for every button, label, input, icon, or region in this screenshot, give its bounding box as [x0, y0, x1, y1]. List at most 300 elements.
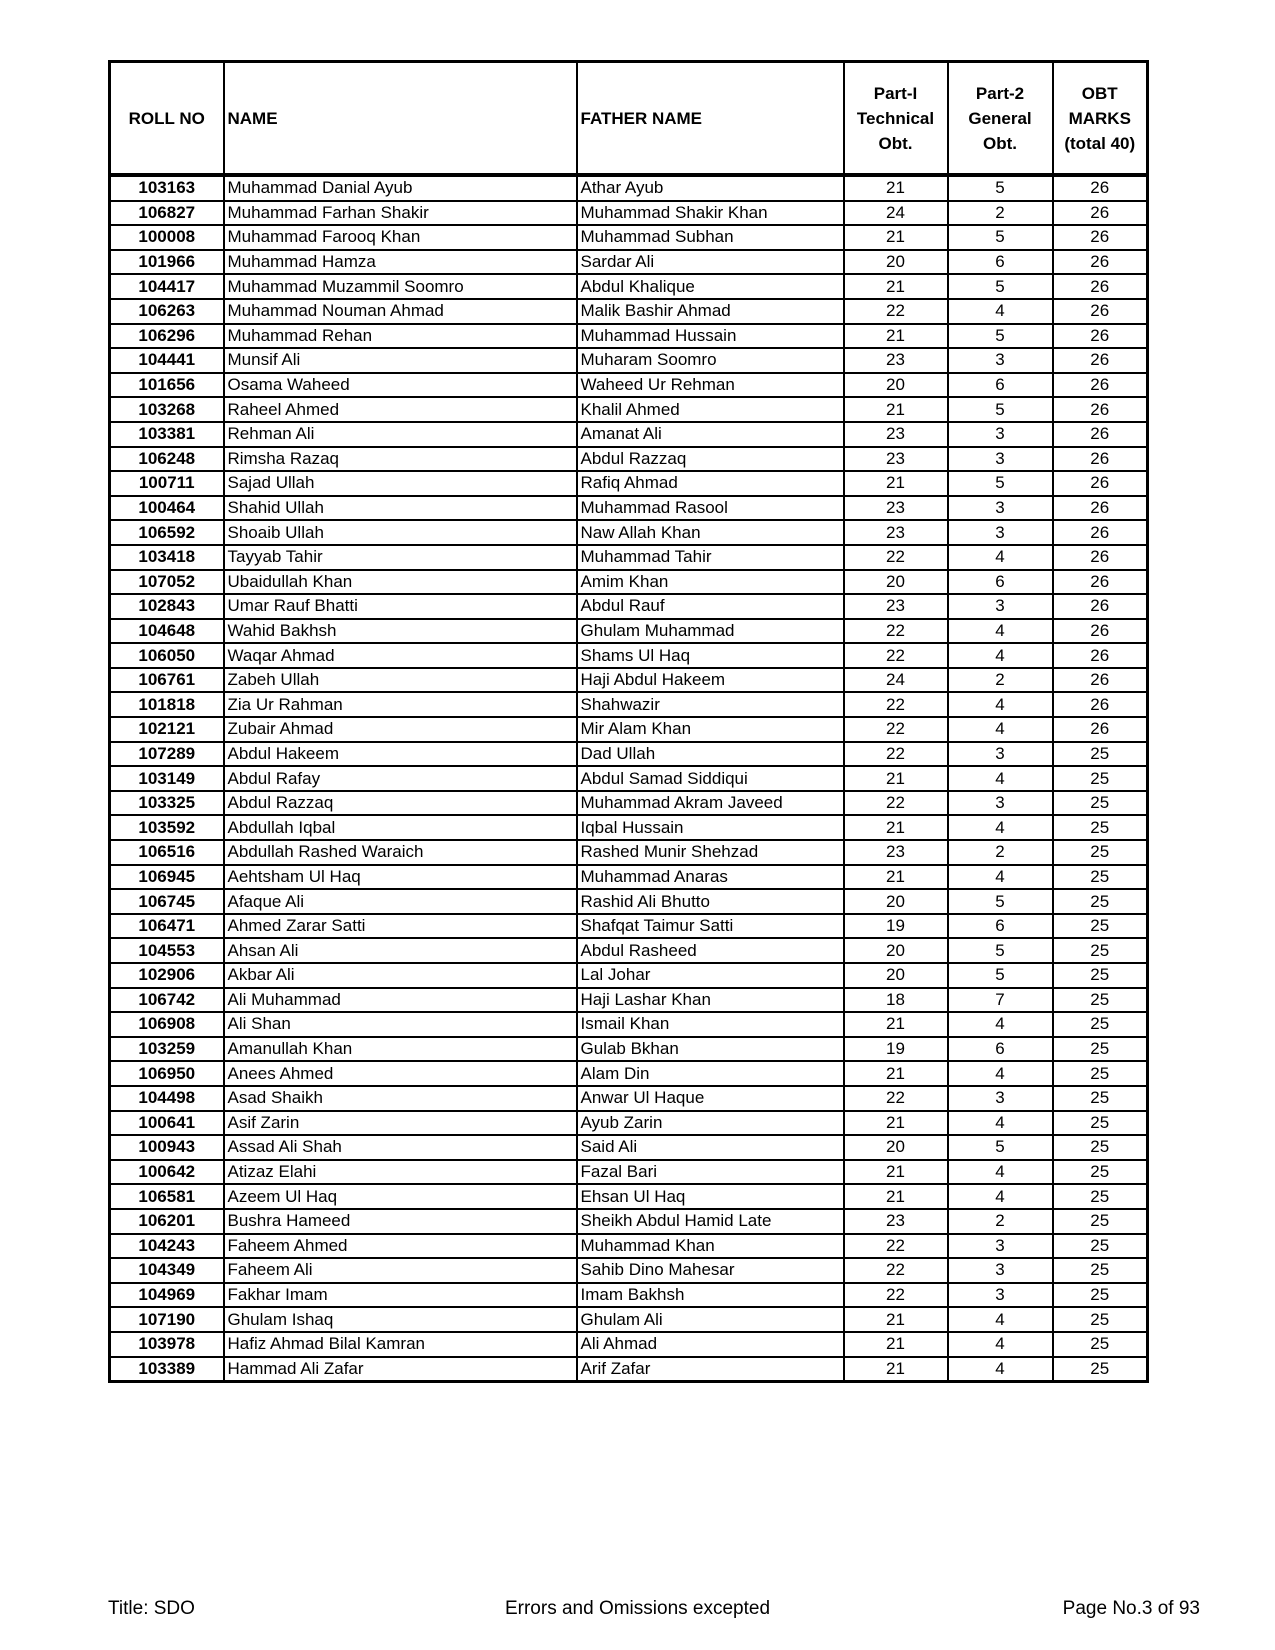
cell-roll-no: 104648: [110, 619, 224, 644]
table-row: [110, 692, 1148, 717]
cell-roll-no: 100943: [110, 1135, 224, 1160]
cell-part1-score: 22: [844, 692, 948, 717]
cell-father-name: Abdul Rasheed: [577, 938, 844, 963]
cell-obt-marks: 25: [1053, 815, 1148, 840]
cell-name: Fakhar Imam: [224, 1283, 577, 1308]
results-table: [108, 60, 1149, 1383]
cell-part1-score: 21: [844, 1184, 948, 1209]
cell-father-name: Ghulam Ali: [577, 1307, 844, 1332]
cell-obt-marks: 25: [1053, 914, 1148, 939]
cell-part1-score: 21: [844, 815, 948, 840]
cell-father-name: Ali Ahmad: [577, 1332, 844, 1357]
cell-father-name: Abdul Razzaq: [577, 447, 844, 472]
cell-part1-score: 19: [844, 914, 948, 939]
cell-father-name: Gulab Bkhan: [577, 1037, 844, 1062]
cell-name: Wahid Bakhsh: [224, 619, 577, 644]
cell-obt-marks: 26: [1053, 692, 1148, 717]
cell-part2-score: 4: [948, 299, 1053, 324]
cell-name: Tayyab Tahir: [224, 545, 577, 570]
table-row: [110, 299, 1148, 324]
cell-name: Ali Muhammad: [224, 988, 577, 1013]
table-row: [110, 1234, 1148, 1259]
cell-father-name: Ismail Khan: [577, 1012, 844, 1037]
cell-part1-score: 21: [844, 1357, 948, 1382]
table-row: [110, 324, 1148, 349]
cell-roll-no: 100464: [110, 496, 224, 521]
cell-obt-marks: 26: [1053, 520, 1148, 545]
cell-roll-no: 106201: [110, 1209, 224, 1234]
cell-part1-score: 23: [844, 520, 948, 545]
cell-part1-score: 22: [844, 791, 948, 816]
cell-part2-score: 4: [948, 1061, 1053, 1086]
table-row: [110, 250, 1148, 275]
cell-roll-no: 106950: [110, 1061, 224, 1086]
cell-obt-marks: 26: [1053, 545, 1148, 570]
cell-part1-score: 21: [844, 1061, 948, 1086]
table-row: [110, 348, 1148, 373]
cell-obt-marks: 25: [1053, 963, 1148, 988]
cell-part1-score: 21: [844, 225, 948, 250]
cell-name: Waqar Ahmad: [224, 643, 577, 668]
cell-name: Muhammad Farooq Khan: [224, 225, 577, 250]
table-row: [110, 447, 1148, 472]
cell-name: Rehman Ali: [224, 422, 577, 447]
cell-obt-marks: 25: [1053, 791, 1148, 816]
cell-part1-score: 23: [844, 496, 948, 521]
cell-name: Asad Shaikh: [224, 1086, 577, 1111]
cell-father-name: Muharam Soomro: [577, 348, 844, 373]
cell-part1-score: 22: [844, 1258, 948, 1283]
cell-part2-score: 4: [948, 619, 1053, 644]
cell-roll-no: 106827: [110, 201, 224, 226]
cell-father-name: Said Ali: [577, 1135, 844, 1160]
cell-father-name: Muhammad Hussain: [577, 324, 844, 349]
cell-part2-score: 3: [948, 1086, 1053, 1111]
cell-name: Anees Ahmed: [224, 1061, 577, 1086]
cell-obt-marks: 26: [1053, 570, 1148, 595]
cell-obt-marks: 26: [1053, 422, 1148, 447]
cell-name: Ali Shan: [224, 1012, 577, 1037]
cell-roll-no: 100642: [110, 1160, 224, 1185]
cell-roll-no: 103268: [110, 397, 224, 422]
cell-name: Muhammad Rehan: [224, 324, 577, 349]
cell-obt-marks: 26: [1053, 250, 1148, 275]
cell-father-name: Muhammad Anaras: [577, 865, 844, 890]
cell-obt-marks: 25: [1053, 1209, 1148, 1234]
cell-part1-score: 19: [844, 1037, 948, 1062]
table-row: [110, 865, 1148, 890]
cell-roll-no: 104441: [110, 348, 224, 373]
cell-part2-score: 6: [948, 914, 1053, 939]
cell-obt-marks: 25: [1053, 1135, 1148, 1160]
cell-roll-no: 104417: [110, 274, 224, 299]
cell-father-name: Rafiq Ahmad: [577, 471, 844, 496]
table-row: [110, 496, 1148, 521]
cell-part1-score: 20: [844, 889, 948, 914]
cell-father-name: Lal Johar: [577, 963, 844, 988]
cell-part2-score: 3: [948, 447, 1053, 472]
cell-part2-score: 4: [948, 1160, 1053, 1185]
cell-name: Rimsha Razaq: [224, 447, 577, 472]
cell-roll-no: 102906: [110, 963, 224, 988]
cell-name: Faheem Ali: [224, 1258, 577, 1283]
table-row: [110, 1332, 1148, 1357]
cell-part2-score: 4: [948, 1111, 1053, 1136]
cell-name: Abdul Razzaq: [224, 791, 577, 816]
cell-roll-no: 103978: [110, 1332, 224, 1357]
cell-name: Azeem Ul Haq: [224, 1184, 577, 1209]
cell-name: Osama Waheed: [224, 373, 577, 398]
cell-name: Zubair Ahmad: [224, 717, 577, 742]
table-row: [110, 545, 1148, 570]
cell-name: Zabeh Ullah: [224, 668, 577, 693]
cell-obt-marks: 25: [1053, 742, 1148, 767]
cell-part1-score: 21: [844, 766, 948, 791]
cell-name: Muhammad Nouman Ahmad: [224, 299, 577, 324]
cell-name: Aehtsham Ul Haq: [224, 865, 577, 890]
header-obt-marks: OBT MARKS (total 40): [1053, 62, 1148, 176]
cell-father-name: Waheed Ur Rehman: [577, 373, 844, 398]
cell-part2-score: 4: [948, 1357, 1053, 1382]
cell-obt-marks: 25: [1053, 865, 1148, 890]
cell-name: Umar Rauf Bhatti: [224, 594, 577, 619]
cell-obt-marks: 25: [1053, 938, 1148, 963]
cell-part1-score: 21: [844, 1111, 948, 1136]
cell-part1-score: 22: [844, 742, 948, 767]
cell-obt-marks: 26: [1053, 619, 1148, 644]
cell-father-name: Dad Ullah: [577, 742, 844, 767]
table-row: [110, 1184, 1148, 1209]
cell-obt-marks: 25: [1053, 889, 1148, 914]
cell-father-name: Fazal Bari: [577, 1160, 844, 1185]
cell-obt-marks: 25: [1053, 1061, 1148, 1086]
cell-part2-score: 4: [948, 1184, 1053, 1209]
cell-part1-score: 21: [844, 274, 948, 299]
cell-part2-score: 4: [948, 865, 1053, 890]
cell-name: Asif Zarin: [224, 1111, 577, 1136]
cell-father-name: Ghulam Muhammad: [577, 619, 844, 644]
table-row: [110, 471, 1148, 496]
cell-name: Hafiz Ahmad Bilal Kamran: [224, 1332, 577, 1357]
cell-father-name: Shams Ul Haq: [577, 643, 844, 668]
cell-name: Ahsan Ali: [224, 938, 577, 963]
cell-part2-score: 5: [948, 471, 1053, 496]
table-row: [110, 570, 1148, 595]
cell-obt-marks: 26: [1053, 201, 1148, 226]
cell-name: Akbar Ali: [224, 963, 577, 988]
cell-part2-score: 2: [948, 668, 1053, 693]
cell-father-name: Sheikh Abdul Hamid Late: [577, 1209, 844, 1234]
cell-part1-score: 23: [844, 594, 948, 619]
cell-part2-score: 4: [948, 717, 1053, 742]
cell-obt-marks: 26: [1053, 668, 1148, 693]
cell-father-name: Anwar Ul Haque: [577, 1086, 844, 1111]
cell-father-name: Muhammad Akram Javeed: [577, 791, 844, 816]
cell-part2-score: 6: [948, 373, 1053, 398]
cell-father-name: Abdul Khalique: [577, 274, 844, 299]
header-father-name: FATHER NAME: [577, 62, 844, 176]
cell-obt-marks: 26: [1053, 299, 1148, 324]
cell-part1-score: 23: [844, 840, 948, 865]
cell-part2-score: 3: [948, 1234, 1053, 1259]
table-row: [110, 643, 1148, 668]
cell-part1-score: 21: [844, 1012, 948, 1037]
cell-part1-score: 20: [844, 1135, 948, 1160]
cell-father-name: Haji Lashar Khan: [577, 988, 844, 1013]
cell-part2-score: 3: [948, 1258, 1053, 1283]
cell-obt-marks: 26: [1053, 373, 1148, 398]
cell-roll-no: 101818: [110, 692, 224, 717]
table-row: [110, 1209, 1148, 1234]
cell-part2-score: 4: [948, 1332, 1053, 1357]
cell-part1-score: 24: [844, 201, 948, 226]
cell-father-name: Ehsan Ul Haq: [577, 1184, 844, 1209]
cell-part2-score: 6: [948, 250, 1053, 275]
cell-obt-marks: 25: [1053, 1234, 1148, 1259]
cell-obt-marks: 25: [1053, 1111, 1148, 1136]
cell-part1-score: 18: [844, 988, 948, 1013]
cell-part2-score: 2: [948, 1209, 1053, 1234]
cell-roll-no: 107289: [110, 742, 224, 767]
table-row: [110, 1258, 1148, 1283]
table-row: [110, 1111, 1148, 1136]
table-row: [110, 373, 1148, 398]
cell-obt-marks: 25: [1053, 1307, 1148, 1332]
cell-father-name: Amanat Ali: [577, 422, 844, 447]
cell-roll-no: 100641: [110, 1111, 224, 1136]
cell-roll-no: 106248: [110, 447, 224, 472]
cell-roll-no: 103418: [110, 545, 224, 570]
cell-roll-no: 103381: [110, 422, 224, 447]
cell-part1-score: 23: [844, 1209, 948, 1234]
cell-name: Muhammad Muzammil Soomro: [224, 274, 577, 299]
cell-name: Abdul Hakeem: [224, 742, 577, 767]
table-row: [110, 963, 1148, 988]
cell-roll-no: 100008: [110, 225, 224, 250]
cell-part2-score: 4: [948, 1307, 1053, 1332]
cell-part2-score: 7: [948, 988, 1053, 1013]
table-row: [110, 938, 1148, 963]
cell-father-name: Muhammad Khan: [577, 1234, 844, 1259]
cell-part2-score: 2: [948, 201, 1053, 226]
cell-obt-marks: 26: [1053, 717, 1148, 742]
table-row: [110, 422, 1148, 447]
cell-obt-marks: 25: [1053, 1332, 1148, 1357]
table-row: [110, 766, 1148, 791]
cell-roll-no: 103389: [110, 1357, 224, 1382]
cell-part1-score: 23: [844, 447, 948, 472]
cell-obt-marks: 26: [1053, 324, 1148, 349]
cell-part2-score: 3: [948, 520, 1053, 545]
cell-father-name: Mir Alam Khan: [577, 717, 844, 742]
table-row: [110, 520, 1148, 545]
cell-part2-score: 3: [948, 496, 1053, 521]
table-header-row: [110, 62, 1148, 176]
cell-roll-no: 104969: [110, 1283, 224, 1308]
cell-father-name: Imam Bakhsh: [577, 1283, 844, 1308]
cell-part1-score: 21: [844, 865, 948, 890]
footer-page-number: Page No.3 of 93: [1062, 1598, 1200, 1619]
header-part2-general: Part-2 General Obt.: [948, 62, 1053, 176]
cell-roll-no: 106050: [110, 643, 224, 668]
cell-part1-score: 21: [844, 175, 948, 201]
table-row: [110, 274, 1148, 299]
cell-name: Amanullah Khan: [224, 1037, 577, 1062]
cell-part2-score: 2: [948, 840, 1053, 865]
cell-part1-score: 21: [844, 1160, 948, 1185]
cell-part1-score: 22: [844, 643, 948, 668]
cell-obt-marks: 25: [1053, 1160, 1148, 1185]
cell-roll-no: 106592: [110, 520, 224, 545]
cell-part1-score: 20: [844, 963, 948, 988]
cell-part2-score: 4: [948, 815, 1053, 840]
table-row: [110, 1061, 1148, 1086]
cell-father-name: Muhammad Subhan: [577, 225, 844, 250]
cell-obt-marks: 26: [1053, 175, 1148, 201]
cell-name: Muhammad Hamza: [224, 250, 577, 275]
table-row: [110, 619, 1148, 644]
cell-name: Abdullah Iqbal: [224, 815, 577, 840]
table-row: [110, 1357, 1148, 1382]
cell-name: Atizaz Elahi: [224, 1160, 577, 1185]
cell-part2-score: 5: [948, 889, 1053, 914]
cell-part1-score: 21: [844, 1332, 948, 1357]
cell-part1-score: 24: [844, 668, 948, 693]
cell-father-name: Abdul Samad Siddiqui: [577, 766, 844, 791]
cell-part2-score: 6: [948, 570, 1053, 595]
cell-name: Bushra Hameed: [224, 1209, 577, 1234]
table-row: [110, 791, 1148, 816]
cell-part2-score: 5: [948, 175, 1053, 201]
cell-father-name: Khalil Ahmed: [577, 397, 844, 422]
cell-father-name: Ayub Zarin: [577, 1111, 844, 1136]
cell-roll-no: 101656: [110, 373, 224, 398]
cell-obt-marks: 25: [1053, 1184, 1148, 1209]
cell-obt-marks: 25: [1053, 1258, 1148, 1283]
cell-obt-marks: 26: [1053, 225, 1148, 250]
cell-obt-marks: 25: [1053, 1283, 1148, 1308]
table-row: [110, 840, 1148, 865]
cell-name: Abdullah Rashed Waraich: [224, 840, 577, 865]
cell-name: Afaque Ali: [224, 889, 577, 914]
table-row: [110, 1037, 1148, 1062]
table-row: [110, 815, 1148, 840]
cell-roll-no: 103325: [110, 791, 224, 816]
cell-obt-marks: 26: [1053, 447, 1148, 472]
cell-name: Muhammad Danial Ayub: [224, 175, 577, 201]
cell-obt-marks: 25: [1053, 766, 1148, 791]
cell-roll-no: 107190: [110, 1307, 224, 1332]
cell-roll-no: 103259: [110, 1037, 224, 1062]
cell-roll-no: 104243: [110, 1234, 224, 1259]
cell-roll-no: 106742: [110, 988, 224, 1013]
cell-father-name: Muhammad Rasool: [577, 496, 844, 521]
table-row: [110, 668, 1148, 693]
table-row: [110, 1307, 1148, 1332]
cell-obt-marks: 26: [1053, 471, 1148, 496]
cell-father-name: Rashed Munir Shehzad: [577, 840, 844, 865]
cell-roll-no: 106745: [110, 889, 224, 914]
cell-part1-score: 21: [844, 471, 948, 496]
cell-part2-score: 3: [948, 1283, 1053, 1308]
table-body: [110, 175, 1148, 1382]
cell-name: Abdul Rafay: [224, 766, 577, 791]
table-row: [110, 201, 1148, 226]
cell-part1-score: 22: [844, 545, 948, 570]
table-row: [110, 1283, 1148, 1308]
cell-part1-score: 23: [844, 348, 948, 373]
cell-roll-no: 101966: [110, 250, 224, 275]
cell-father-name: Arif Zafar: [577, 1357, 844, 1382]
cell-name: Raheel Ahmed: [224, 397, 577, 422]
cell-father-name: Abdul Rauf: [577, 594, 844, 619]
cell-roll-no: 102121: [110, 717, 224, 742]
cell-roll-no: 103592: [110, 815, 224, 840]
table-row: [110, 397, 1148, 422]
cell-obt-marks: 25: [1053, 1012, 1148, 1037]
cell-father-name: Shahwazir: [577, 692, 844, 717]
cell-name: Zia Ur Rahman: [224, 692, 577, 717]
table-row: [110, 1135, 1148, 1160]
cell-name: Assad Ali Shah: [224, 1135, 577, 1160]
cell-roll-no: 103149: [110, 766, 224, 791]
cell-part1-score: 22: [844, 619, 948, 644]
cell-father-name: Muhammad Shakir Khan: [577, 201, 844, 226]
cell-part2-score: 5: [948, 274, 1053, 299]
cell-father-name: Sahib Dino Mahesar: [577, 1258, 844, 1283]
header-roll-no: ROLL NO: [110, 62, 224, 176]
cell-name: Hammad Ali Zafar: [224, 1357, 577, 1382]
cell-part2-score: 5: [948, 397, 1053, 422]
cell-part2-score: 5: [948, 963, 1053, 988]
cell-part2-score: 3: [948, 791, 1053, 816]
footer-notice: Errors and Omissions excepted: [504, 1598, 771, 1619]
cell-part2-score: 3: [948, 422, 1053, 447]
cell-obt-marks: 26: [1053, 643, 1148, 668]
cell-roll-no: 106516: [110, 840, 224, 865]
cell-part2-score: 5: [948, 938, 1053, 963]
table-row: [110, 1086, 1148, 1111]
table-row: [110, 742, 1148, 767]
cell-father-name: Alam Din: [577, 1061, 844, 1086]
cell-obt-marks: 25: [1053, 988, 1148, 1013]
cell-name: Shoaib Ullah: [224, 520, 577, 545]
cell-part1-score: 20: [844, 250, 948, 275]
cell-roll-no: 102843: [110, 594, 224, 619]
cell-obt-marks: 26: [1053, 397, 1148, 422]
table-row: [110, 175, 1148, 201]
cell-part1-score: 20: [844, 938, 948, 963]
cell-obt-marks: 25: [1053, 840, 1148, 865]
cell-roll-no: 107052: [110, 570, 224, 595]
cell-part2-score: 4: [948, 545, 1053, 570]
cell-name: Muhammad Farhan Shakir: [224, 201, 577, 226]
cell-part2-score: 5: [948, 1135, 1053, 1160]
cell-name: Sajad Ullah: [224, 471, 577, 496]
cell-father-name: Muhammad Tahir: [577, 545, 844, 570]
cell-obt-marks: 26: [1053, 496, 1148, 521]
cell-part2-score: 3: [948, 348, 1053, 373]
cell-obt-marks: 26: [1053, 594, 1148, 619]
table-row: [110, 225, 1148, 250]
cell-obt-marks: 26: [1053, 274, 1148, 299]
cell-part1-score: 22: [844, 1086, 948, 1111]
cell-part2-score: 5: [948, 225, 1053, 250]
cell-obt-marks: 25: [1053, 1086, 1148, 1111]
cell-father-name: Shafqat Taimur Satti: [577, 914, 844, 939]
cell-roll-no: 100711: [110, 471, 224, 496]
table-row: [110, 594, 1148, 619]
